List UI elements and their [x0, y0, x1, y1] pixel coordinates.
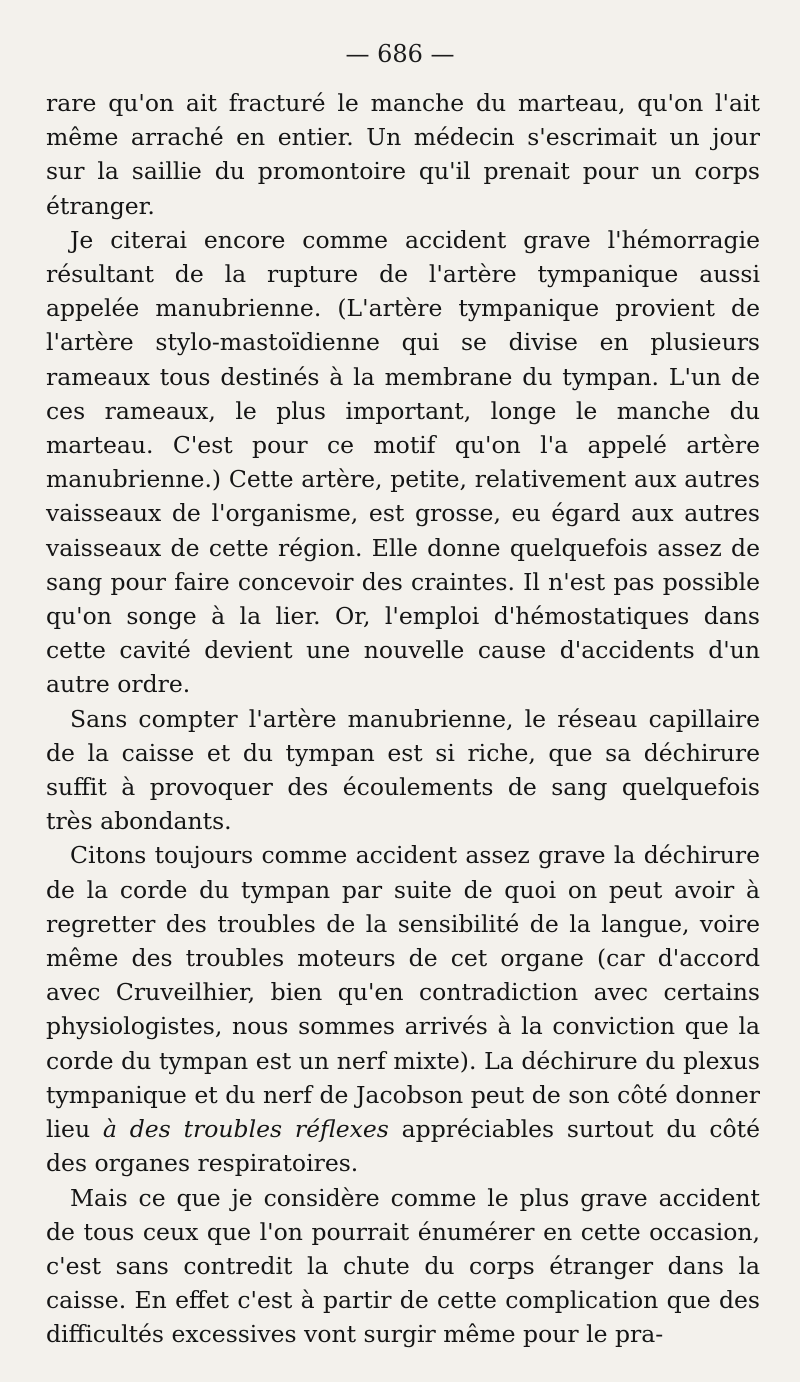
- paragraph-3-text: Sans compter l'artère manubrienne, le réseau capillaire de la caisse et du tympan est si riche, que sa déchirure suffit à provoquer des écoulements de sang quelquefois très abondants.: [46, 704, 760, 836]
- paragraph-1-text: rare qu'on ait fracturé le manche du marteau, qu'on l'ait même arraché en entier. Un médecin s'escrimait un jour sur la saillie du promontoire qu'il prenait pour un corps étranger.: [46, 89, 760, 220]
- body-text: [46, 86, 760, 1352]
- page-number: — 686 —: [345, 40, 455, 68]
- paragraph-5-text: Mais ce que je considère comme le plus grave accident de tous ceux que l'on pourrait énumérer en cette occasion, c'est sans contredit la chute du corps étranger dans la caisse. En effet c'est à partir de cette complication que des difficultés excessives vont surgir même pour le pra-: [46, 1183, 760, 1349]
- paragraph-4-text-b: appréciables surtout du côté des organes respiratoires.: [46, 1115, 760, 1178]
- paragraph-2-text: Je citerai encore comme accident grave l'hémorragie résultant de la rupture de l'artère tympanique aussi appelée manubrienne. (L'artère tympanique provient de l'artère stylo-mastoïdienne qui se divise en plusieurs rameaux tous destinés à la membrane du tympan. L'un de ces rameaux, le plus important, longe le manche du marteau. C'est pour ce motif qu'on l'a appelé artère manubrienne.) Cette artère, petite, relativement aux autres vaisseaux de l'organisme, est grosse, eu égard aux autres vaisseaux de cette région. Elle donne quelquefois assez de sang pour faire concevoir des craintes. Il n'est pas possible qu'on songe à la lier. Or, l'emploi d'hémostatiques dans cette cavité devient une nouvelle cause d'accidents d'un autre ordre.: [46, 225, 760, 699]
- paragraph-1: [46, 86, 760, 223]
- paragraph-2: [46, 223, 760, 702]
- paragraph-4: [46, 838, 760, 1180]
- paragraph-3: [46, 702, 760, 839]
- paragraph-4-italic-phrase: à des troubles réflexes: [102, 1115, 389, 1144]
- paragraph-5: [46, 1181, 760, 1352]
- paragraph-4-text-a: Citons toujours comme accident assez grave la déchirure de la corde du tympan par suite de quoi on peut avoir à regretter des troubles de la sensibilité de la langue, voire même des troubles moteurs de cet organe (car d'accord avec Cruveilhier, bien qu'en contradiction avec certains physiologistes, nous sommes arrivés à la conviction que la corde du tympan est un nerf mixte). La déchirure du plexus tympanique et du nerf de Jacobson peut de son côté donner lieu: [46, 841, 760, 1144]
